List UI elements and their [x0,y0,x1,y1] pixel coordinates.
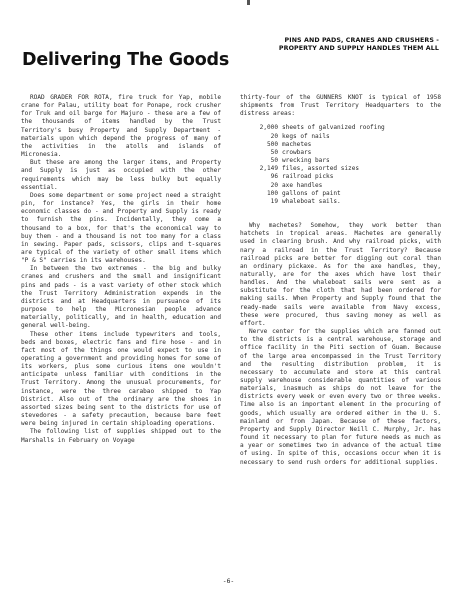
list-item-qty: 500 [266,140,278,148]
list-item-name: crowbars [282,148,312,156]
list-item [240,198,441,206]
scan-mark [247,0,250,5]
list-item-qty: 2,149 [259,165,278,173]
list-item-name: gallons of paint [282,189,341,197]
list-item [240,182,441,190]
supply-list [240,124,441,206]
list-item-name: sheets of galvanized roofing [282,124,385,132]
list-item-qty: 50 [270,148,278,156]
list-item-name: machetes [282,140,312,148]
paragraph: These other items include typewriters and tools, beds and boxes, electric fans and fire hose - and in fact most of the things one would expect to use in operating a government and providing homes for some of its workers, plus some curious items one wouldn't anticipate unless familiar with conditions in the Trust Territory. Among the unusual procurements, for instance, were the three carabao shipped to Yap District. Also out of the ordinary are the shoes in assorted sizes being sent to the districts for use of stevedores - a safety precaution, because bare feet were being injured in certain shiploading operations. [21,330,221,428]
spacer [240,213,441,222]
running-header [239,37,439,53]
list-item [240,190,441,198]
list-item-qty: 96 [270,173,278,181]
list-item-name: axe handles [282,181,323,189]
list-item [240,124,441,132]
list-item [240,165,441,173]
paragraph: In between the two extremes - the big and bulky cranes and crushers and the small and insignificant pins and pads - is a vast variety of other stock which the Trust Territory Administration expends in the districts and at Headquarters in pursuance of its purpose to help the Micronesian people advance materially, politically, and in health, education and general well-being. [21,265,221,330]
list-item-qty: 20 [270,132,278,140]
paragraph: Nerve center for the supplies which are fanned out to the districts is a central warehouse, storage and office facility in the Piti section of Guam. Because of the large area encompassed in the Trust Territory and the resulting distribution problem, it is necessary to accumulate and store at this central supply warehouse considerable quantities of various materials, inasmuch as ships do not leave for the districts every week or even every two or three weeks. Time also is an important element in the procuring of goods, which usually are ordered either in the U. S. mainland or from Japan. Because of these factors, Property and Supply Director Neill C. Murphy, Jr. has found it necessary to plan for future needs as much as a year or sometimes two in advance of the actual time of using. In spite of this, occasions occur when it is necessary to send rush orders for additional supplies. [240,328,441,466]
list-item-name: kegs of nails [282,132,330,140]
list-item-qty: 50 [270,157,278,165]
list-item [240,133,441,141]
left-column [21,94,221,445]
list-item-name: files, assorted sizes [282,165,360,173]
right-column [240,94,441,467]
list-item [240,141,441,149]
list-item-qty: 20 [270,181,278,189]
paragraph: But these are among the larger items, and Property and Supply is just as occupied with the other requirements which may be less bulky but equally essential. [21,159,221,191]
paragraph: thirty-four of the GUNNERS KNOT is typical of 1958 shipments from Trust Territory Headquarters to the distress areas: [240,94,441,118]
list-item [240,157,441,165]
list-item [240,149,441,157]
list-item-name: railroad picks [282,173,334,181]
running-header-line-2: PROPERTY AND SUPPLY HANDLES THEM ALL [278,45,439,52]
article-title: Delivering The Goods [22,50,230,70]
list-item-name: whaleboat sails. [282,197,341,205]
list-item-qty: 19 [270,197,278,205]
paragraph: ROAD GRADER FOR ROTA, fire truck for Yap, mobile crane for Palau, utility boat for Ponape, rock crusher for Truk and oil barge for Majuro - these are a few of the thousands of items handled by the Trust Territory's busy Property and Supply Department - materials upon which depend the progress of many of the activities in the atolls and islands of Micronesia. [21,94,221,159]
page-number: -6- [222,577,235,585]
list-item-qty: 2,000 [259,124,278,132]
paragraph: Does some department or some project need a straight pin, for instance? Yes, the girls in their home economic classes do - and Property and Supply is ready to furnish the pins. Incidentally, they come a thousand to a box, for that's the economical way to buy them - and a thousand is not too many for a class in sewing. Paper pads, scissors, clips and t-squares are typical of the variety of other small items which "P & S" carries in its warehouses. [21,191,221,265]
list-item-name: wrecking bars [282,157,330,165]
list-item [240,173,441,181]
paragraph: The following list of supplies shipped out to the Marshalls in February on Voyage [21,428,221,444]
paragraph: Why machetes? Somehow, they work better than hatchets in tropical areas. Machetes are generally used in clearing brush. And why railroad picks, with nary a railroad in the Trust Territory? Because railroad picks are better for digging out coral than an ordinary pickaxe. As for the axe handles, they, naturally, are for the axes which have lost their handles. And the whaleboat sails were sent as a substitute for the cloth that had been ordered for making sails. When Property and Supply found that the ready-made sails were available from Navy excess, these were procured, thus saving money as well as effort. [240,222,441,327]
list-item-qty: 100 [266,189,278,197]
running-header-line-1: PINS AND PADS, CRANES AND CRUSHERS - [284,37,439,44]
